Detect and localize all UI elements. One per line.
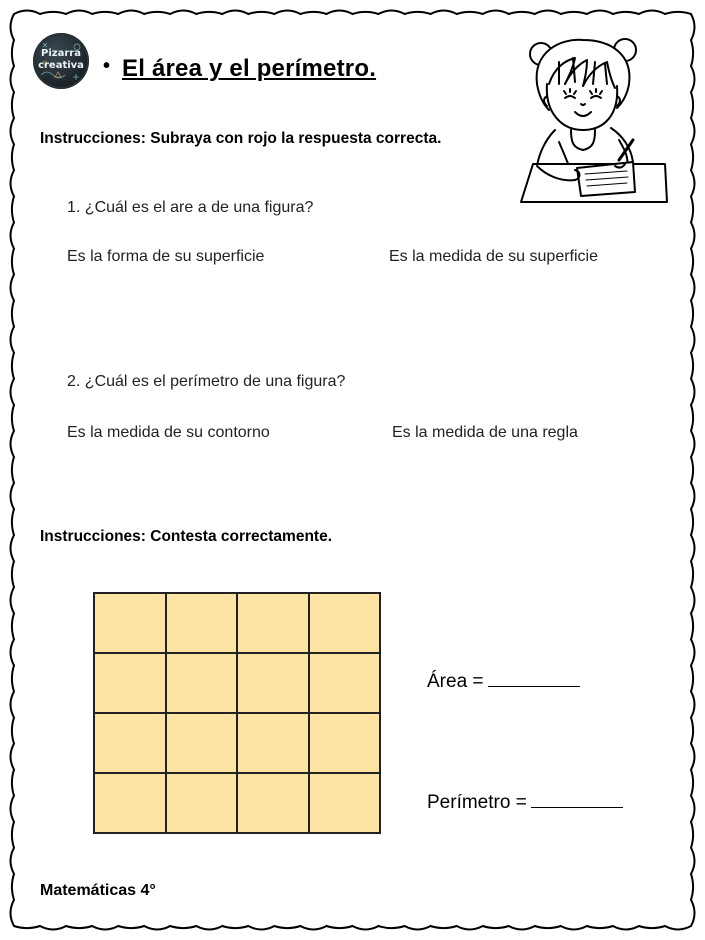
grid-cell [166,713,238,773]
question-1-option-a[interactable]: Es la forma de su superficie [67,248,265,265]
grid-cell [309,653,381,713]
title-bullet: • [103,55,111,77]
grid-cell [166,773,238,833]
area-answer [427,668,580,693]
grid-cell [309,713,381,773]
grid-cell [237,593,309,653]
grid-cell [94,593,166,653]
grid-cell [94,773,166,833]
page-title: El área y el perímetro. [122,55,377,82]
grid-cell [94,713,166,773]
question-2-option-b[interactable]: Es la medida de una regla [392,424,578,441]
grid-cell [94,653,166,713]
perimeter-answer [427,789,623,814]
logo-text-line1: Pizarra [41,48,81,59]
area-answer-blank[interactable] [488,668,580,687]
grid-cell [237,713,309,773]
subject-grade-label: Matemáticas 4° [40,882,156,899]
grid-cell [237,773,309,833]
grid-cell [166,593,238,653]
instructions-underline: Instrucciones: Subraya con rojo la respuesta correcta. [40,130,442,147]
question-1: 1. ¿Cuál es el are a de una figura? [67,199,314,216]
question-1-option-b[interactable]: Es la medida de su superficie [389,248,598,265]
grid-cell [309,593,381,653]
grid-cell [309,773,381,833]
area-label: Área = [427,671,484,692]
instructions-answer: Instrucciones: Contesta correctamente. [40,528,333,545]
girl-writing-illustration [515,32,670,204]
question-2-option-a[interactable]: Es la medida de su contorno [67,424,270,441]
grid-cell [237,653,309,713]
square-grid-figure [93,592,381,834]
grid-cell [166,653,238,713]
question-2: 2. ¿Cuál es el perímetro de una figura? [67,373,346,390]
logo-text-line2: creativa [38,60,84,71]
perimeter-answer-blank[interactable] [531,789,623,808]
pizarra-creativa-logo [33,33,89,89]
perimeter-label: Perímetro = [427,792,527,813]
